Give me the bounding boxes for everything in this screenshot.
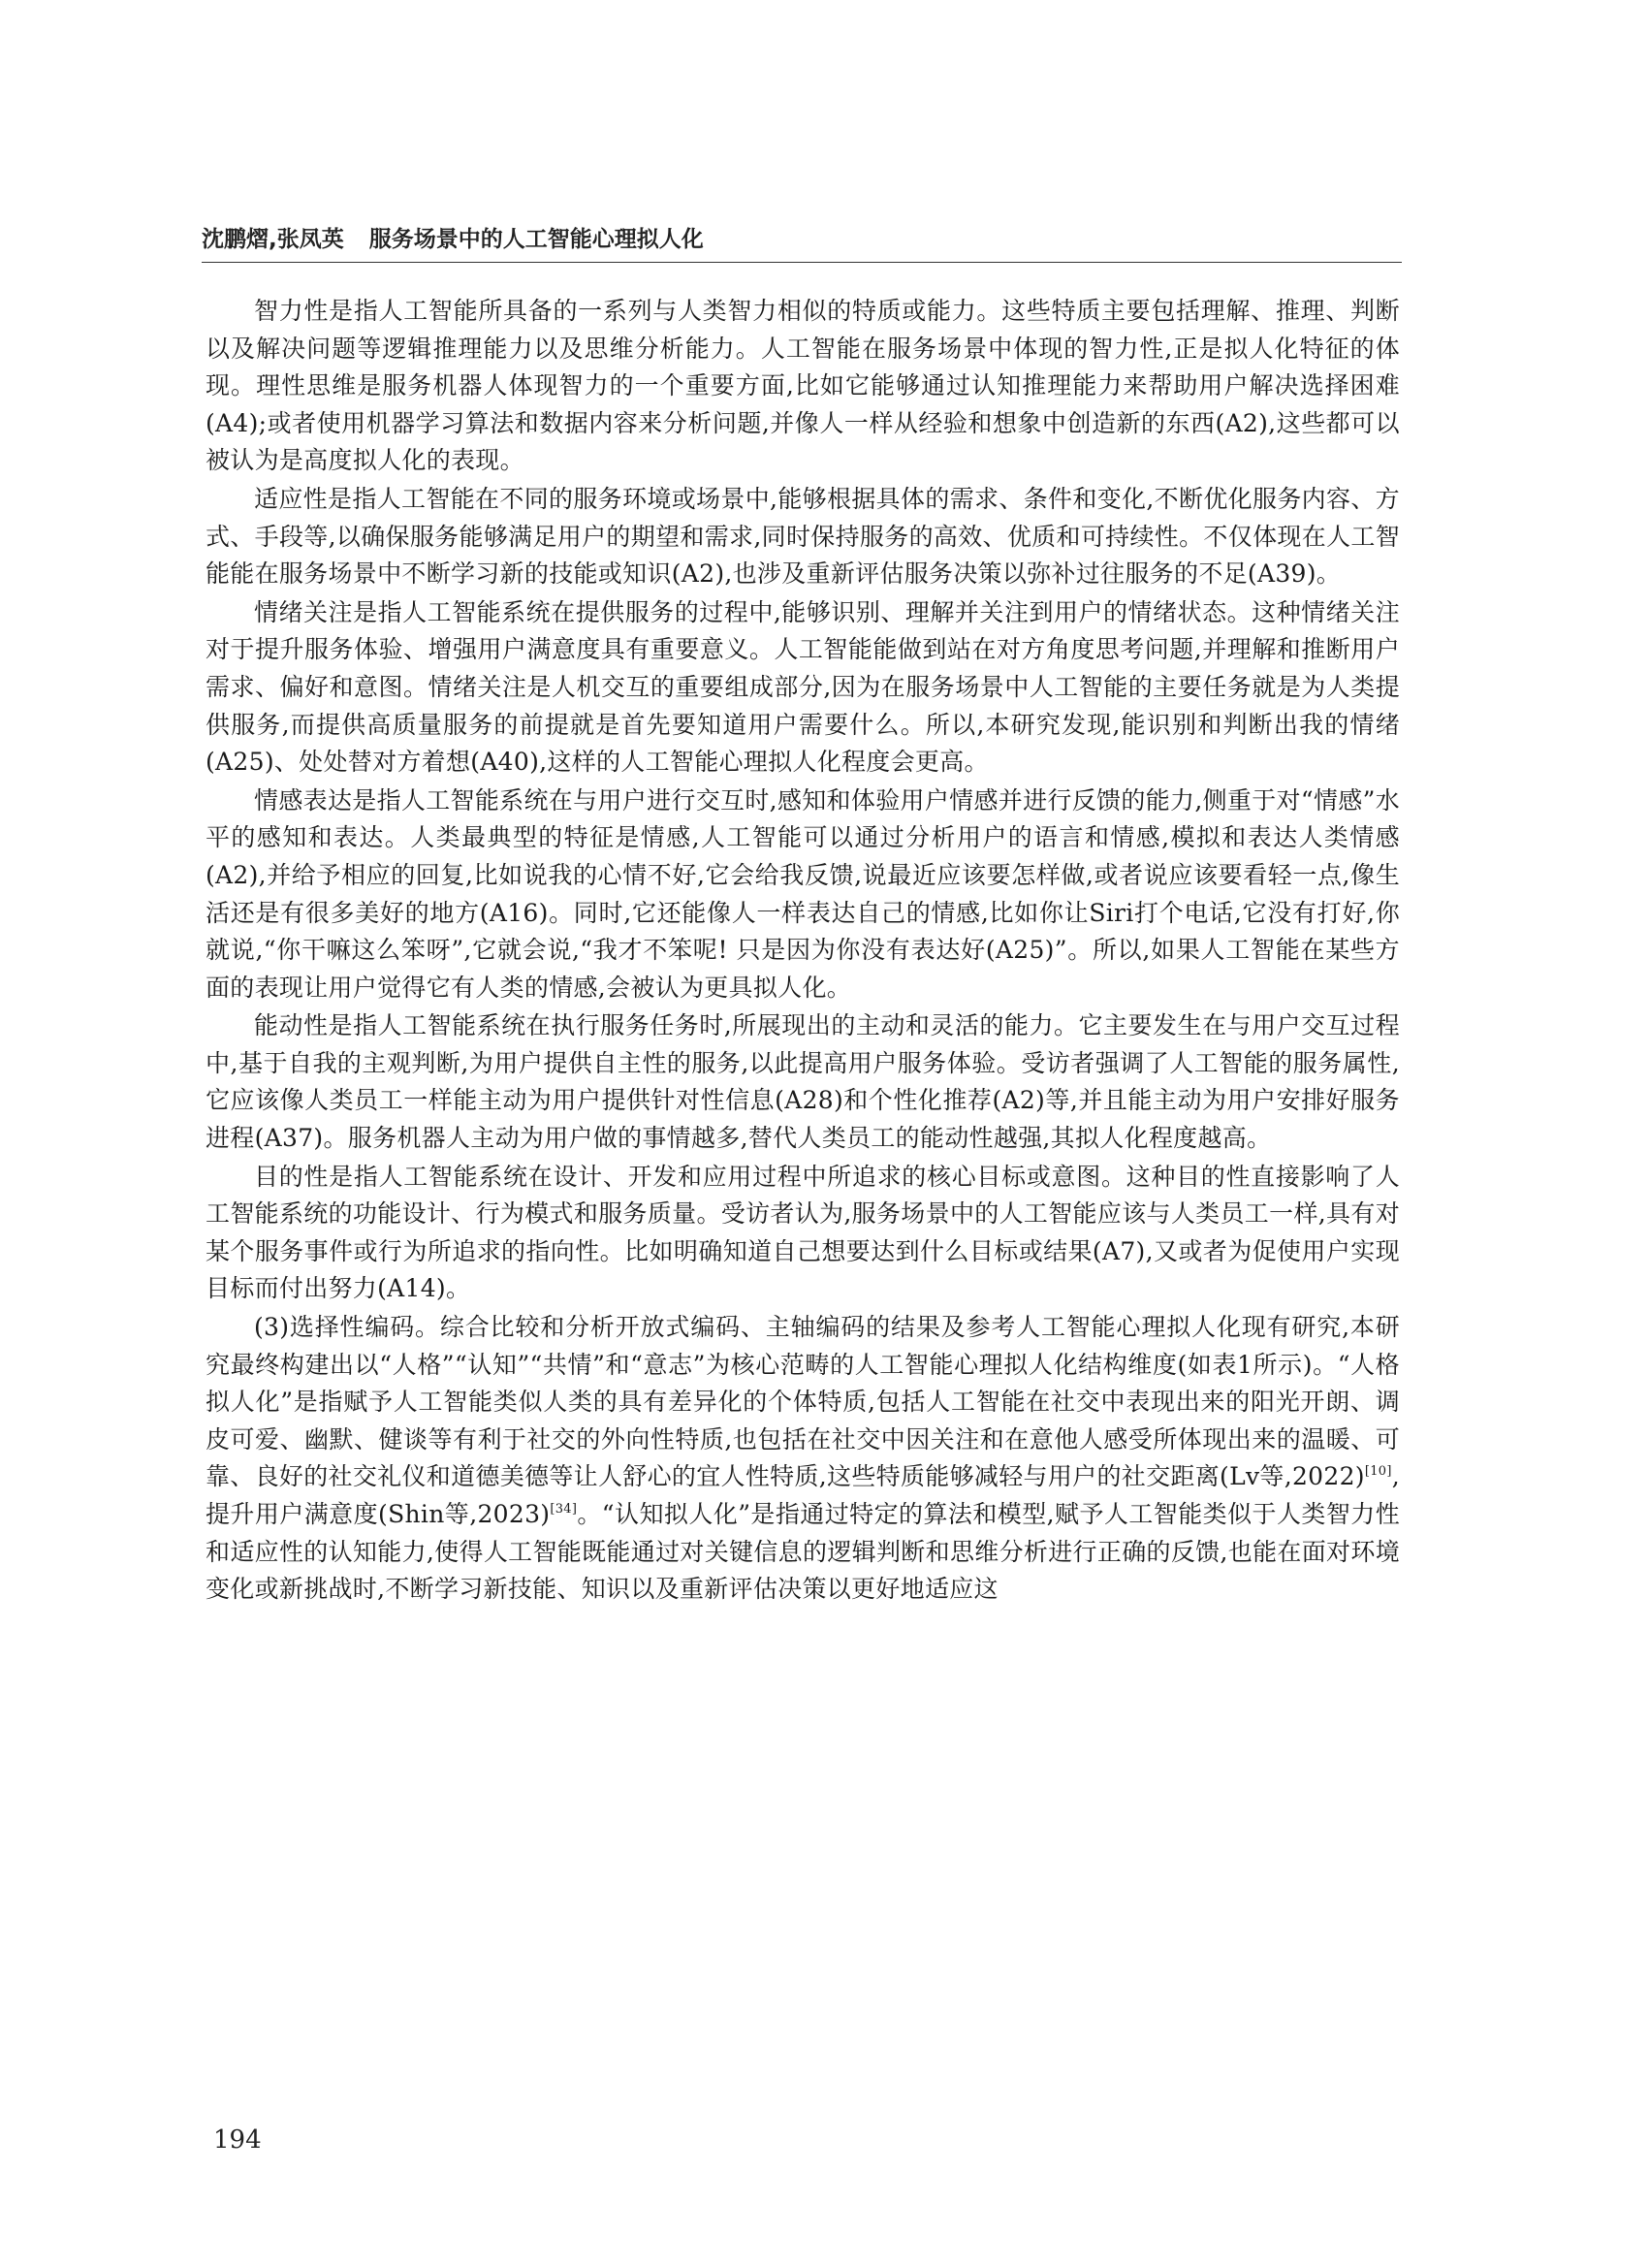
selective-coding-text-3: 。“认知拟人化”是指通过特定的算法和模型,赋予人工智能类似于人类智力性和适应性的认知能力,使得人工智能既能通过对关键信息的逻辑判断和思维分析进行正确的反馈,也能在面对环境变化或新挑战时,不断学习新技能、知识以及重新评估决策以更好地适应这 <box>206 1500 1400 1604</box>
header-rule <box>202 262 1402 263</box>
citation-ref-34: [34] <box>550 1502 578 1517</box>
running-header <box>202 221 1402 253</box>
paragraph-purposiveness: 目的性是指人工智能系统在设计、开发和应用过程中所追求的核心目标或意图。这种目的性直接影响了人工智能系统的功能设计、行为模式和服务质量。受访者认为,服务场景中的人工智能应该与人类员工一样,具有对某个服务事件或行为所追求的指向性。比如明确知道自己想要达到什么目标或结果(A7),又或者为促使用户实现目标而付出努力(A14)。 <box>206 1162 1400 1303</box>
selective-coding-text-1: (3)选择性编码。综合比较和分析开放式编码、主轴编码的结果及参考人工智能心理拟人化现有研究,本研究最终构建出以“人格”“认知”“共情”和“意志”为核心范畴的人工智能心理拟人化结构维度(如表1所示)。“人格拟人化”是指赋予人工智能类似人类的具有差异化的个体特质,包括人工智能在社交中表现出来的阳光开朗、调皮可爱、幽默、健谈等有利于社交的外向性特质,也包括在社交中因关注和在意他人感受所体现出来的温暖、可靠、良好的社交礼仪和道德美德等让人舒心的宜人性特质,这些特质能够减轻与用户的社交距离(Lv等,2022) <box>206 1313 1400 1491</box>
header-title: 服务场景中的人工智能心理拟人化 <box>368 227 704 252</box>
citation-ref-10: [10] <box>1364 1464 1392 1480</box>
paragraph-adaptability: 适应性是指人工智能在不同的服务环境或场景中,能够根据具体的需求、条件和变化,不断优化服务内容、方式、手段等,以确保服务能够满足用户的期望和需求,同时保持服务的高效、优质和可持续性。不仅体现在人工智能能在服务场景中不断学习新的技能或知识(A2),也涉及重新评估服务决策以弥补过往服务的不足(A39)。 <box>206 484 1400 589</box>
paragraph-emotion-expression: 情感表达是指人工智能系统在与用户进行交互时,感知和体验用户情感并进行反馈的能力,侧重于对“情感”水平的感知和表达。人类最典型的特征是情感,人工智能可以通过分析用户的语言和情感,模拟和表达人类情感(A2),并给予相应的回复,比如说我的心情不好,它会给我反馈,说最近应该要怎样做,或者说应该要看轻一点,像生活还是有很多美好的地方(A16)。同时,它还能像人一样表达自己的情感,比如你让Siri打个电话,它没有打好,你就说,“你干嘛这么笨呀”,它就会说,“我才不笨呢! 只是因为你没有表达好(A25)”。所以,如果人工智能在某些方面的表现让用户觉得它有人类的情感,会被认为更具拟人化。 <box>206 785 1400 1002</box>
article-body <box>206 293 1400 1610</box>
header-authors: 沈鹏熠,张凤英 <box>202 227 344 252</box>
paragraph-agency: 能动性是指人工智能系统在执行服务任务时,所展现出的主动和灵活的能力。它主要发生在与用户交互过程中,基于自我的主观判断,为用户提供自主性的服务,以此提高用户服务体验。受访者强调了人工智能的服务属性,它应该像人类员工一样能主动为用户提供针对性信息(A28)和个性化推荐(A2)等,并且能主动为用户安排好服务进程(A37)。服务机器人主动为用户做的事情越多,替代人类员工的能动性越强,其拟人化程度越高。 <box>206 1011 1400 1153</box>
page-number: 194 <box>213 2125 262 2155</box>
paragraph-selective-coding <box>206 1309 1400 1609</box>
selective-coding-text-2: ,提升用户满意度(Shin等,2023) <box>206 1462 1400 1528</box>
paragraph-intelligence: 智力性是指人工智能所具备的一系列与人类智力相似的特质或能力。这些特质主要包括理解、推理、判断以及解决问题等逻辑推理能力以及思维分析能力。人工智能在服务场景中体现的智力性,正是拟人化特征的体现。理性思维是服务机器人体现智力的一个重要方面,比如它能够通过认知推理能力来帮助用户解决选择困难(A4);或者使用机器学习算法和数据内容来分析问题,并像人一样从经验和想象中创造新的东西(A2),这些都可以被认为是高度拟人化的表现。 <box>206 297 1400 475</box>
paragraph-emotion-attention: 情绪关注是指人工智能系统在提供服务的过程中,能够识别、理解并关注到用户的情绪状态。这种情绪关注对于提升服务体验、增强用户满意度具有重要意义。人工智能能做到站在对方角度思考问题,并理解和推断用户需求、偏好和意图。情绪关注是人机交互的重要组成部分,因为在服务场景中人工智能的主要任务就是为人类提供服务,而提供高质量服务的前提就是首先要知道用户需要什么。所以,本研究发现,能识别和判断出我的情绪(A25)、处处替对方着想(A40),这样的人工智能心理拟人化程度会更高。 <box>206 597 1400 777</box>
